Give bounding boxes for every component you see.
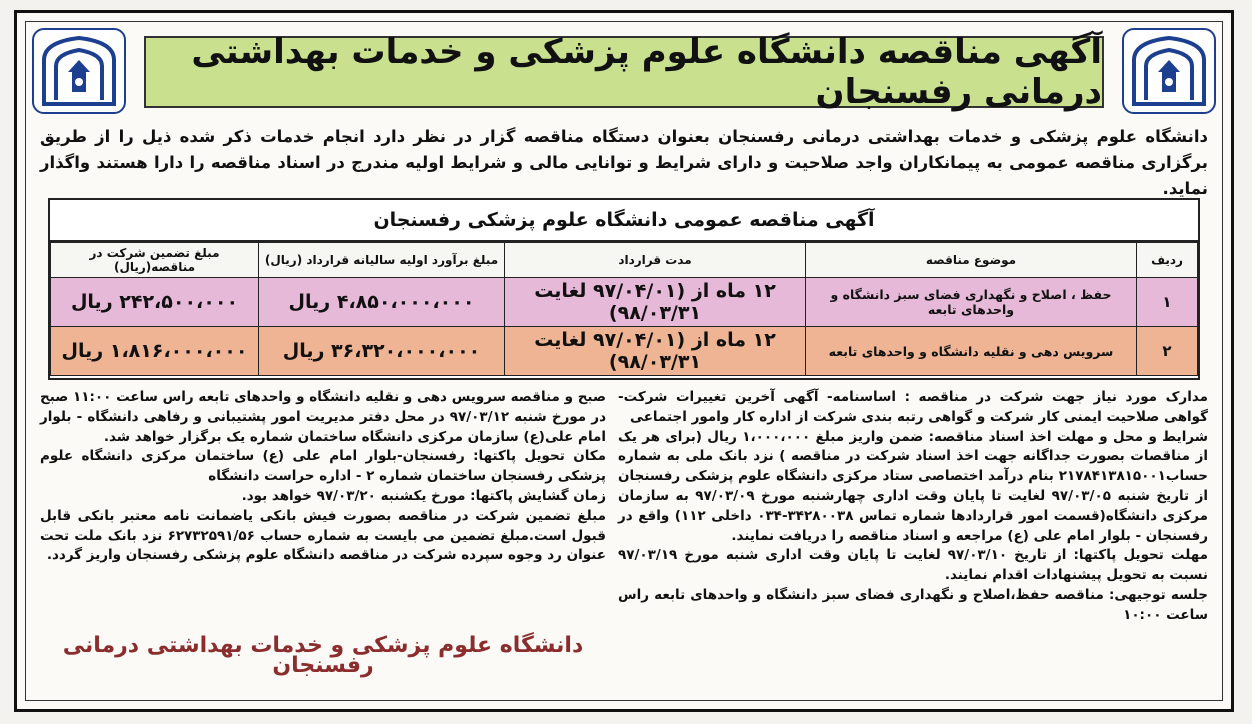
row-subject: سرویس دهی و نقلیه دانشگاه و واحدهای تابعه xyxy=(806,327,1137,376)
header-no: ردیف xyxy=(1137,243,1198,278)
row-guarantee: ۲۴۲،۵۰۰،۰۰۰ ریال xyxy=(51,278,259,327)
row-duration: ۱۲ ماه از (۹۷/۰۴/۰۱ لغایت ۹۸/۰۳/۳۱) xyxy=(505,278,806,327)
document-conditions: شرایط و محل و مهلت اخذ اسناد مناقصه: ضمن واریز مبلغ ۱،۰۰۰،۰۰۰ ریال (برای هر یک از مناقصات بصورت جداگانه جهت اخذ اسناد شرکت در مناقصه ) نزد بانک ملی به شماره حساب۲۱۷۸۴۱۳۸۱۵۰۰۱ بنام درآمد اختصاصی ستاد مرکزی دانشگاه علوم پزشکی رفسنجان از تاریخ شنبه ۹۷/۰۳/۰۵ لغایت تا پایان وقت اداری چهارشنبه مورخ ۹۷/۰۳/۰۹ به سازمان مرکزی دانشگاه(قسمت امور قراردادها شماره تماس ۳۴۲۸۰۰۳۸-۰۳۴ داخلی ۱۱۲) واقع در رفسنجان - بلوار امام علی (ع) مراجعه و اسناد مناقصه را دریافت نمایند. xyxy=(618,428,1209,544)
opening-date: زمان گشایش پاکتها: مورخ یکشنبه ۹۷/۰۳/۲۰ خواهد بود. xyxy=(241,487,606,504)
tender-table xyxy=(50,242,1198,376)
row-duration: ۱۲ ماه از (۹۷/۰۴/۰۱ لغایت ۹۸/۰۳/۳۱) xyxy=(505,327,806,376)
row-no: ۱ xyxy=(1137,278,1198,327)
header-duration: مدت قرارداد xyxy=(505,243,806,278)
row-subject: حفظ ، اصلاح و نگهداری فضای سبز دانشگاه و واحدهای تابعه xyxy=(806,278,1137,327)
university-logo-right xyxy=(1122,28,1216,114)
university-logo-icon xyxy=(34,30,124,112)
university-logo-icon xyxy=(1124,30,1214,112)
required-documents: مدارک مورد نیاز جهت شرکت در مناقصه : اساسنامه- آگهی آخرین تغییرات شرکت- گواهی صلاحیت ایمنی کار شرکت و گواهی رتبه بندی شرکت از اداره کار وامور اجتماعی xyxy=(618,389,1208,425)
title-banner xyxy=(144,32,1104,112)
tender-table-box xyxy=(48,198,1200,380)
table-row xyxy=(51,327,1198,376)
briefing-session: جلسه توجیهی: مناقصه حفظ،اصلاح و نگهداری فضای سبز دانشگاه و واحدهای تابعه راس ساعت ۱۰:۰۰ xyxy=(618,586,1208,623)
row-estimate: ۳۶،۳۲۰،۰۰۰،۰۰۰ ریال xyxy=(259,327,505,376)
table-row xyxy=(51,278,1198,327)
body-columns xyxy=(40,388,1208,690)
row-estimate: ۴،۸۵۰،۰۰۰،۰۰۰ ریال xyxy=(259,278,505,327)
table-header-row xyxy=(51,243,1198,278)
left-column xyxy=(40,388,606,690)
right-column xyxy=(618,388,1208,690)
intro-paragraph: دانشگاه علوم پزشکی و خدمات بهداشتی درمانی رفسنجان بعنوان دستگاه مناقصه گزار در نظر دارد انجام خدمات ذکر شده ذیل را از طریق برگزاری مناقصه عمومی به پیمانکاران واجد صلاحیت و دارای شرایط و توانایی مالی و شرایط اولیه مندرج در اسناد مناقصه را دارا هستند واگذار نماید. xyxy=(40,127,1208,198)
row-guarantee: ۱،۸۱۶،۰۰۰،۰۰۰ ریال xyxy=(51,327,259,376)
header-subject: موضوع مناقصه xyxy=(806,243,1137,278)
session-details: صبح و مناقصه سرویس دهی و نقلیه دانشگاه و واحدهای تابعه راس ساعت ۱۱:۰۰ صبح در مورخ شنبه ۹۷/۰۳/۱۲ در محل دفتر مدیریت امور پشتیبانی و رفاهی دانشگاه - بلوار امام علی(ع) سازمان مرکزی دانشگاه ساختمان شماره یک برگزار خواهد شد. xyxy=(40,389,606,445)
delivery-location: مکان تحویل پاکتها: رفسنجان-بلوار امام علی (ع) ساختمان مرکزی دانشگاه علوم پزشکی رفسنجان ساختمان شماره ۲ - اداره حراست دانشگاه xyxy=(40,448,606,485)
guarantee-details: مبلغ تضمین شرکت در مناقصه بصورت فیش بانکی یاضمانت نامه معتبر بانکی قابل قبول است.مبلغ تضمین می بایست به شماره حساب ۶۲۷۳۲۵۹۱/۵۶ نزد بانک ملت تحت عنوان رد وجوه سپرده شرکت در مناقصه دانشگاه علوم پزشکی رفسنجان واریز گردد. xyxy=(40,507,606,564)
footer-signature: دانشگاه علوم پزشکی و خدمات بهداشتی درمانی رفسنجان xyxy=(62,633,584,679)
row-no: ۲ xyxy=(1137,327,1198,376)
submission-deadline: مهلت تحویل پاکتها: از تاریخ ۹۷/۰۳/۱۰ لغایت تا پایان وقت اداری شنبه مورخ ۹۷/۰۳/۱۹ نسبت به تحویل پیشنهادات اقدام نمایند. xyxy=(618,547,1208,584)
university-logo-left xyxy=(32,28,126,114)
table-title: آگهی مناقصه عمومی دانشگاه علوم پزشکی رفسنجان xyxy=(50,200,1198,242)
page-title: آگهی مناقصه دانشگاه علوم پزشکی و خدمات بهداشتی درمانی رفسنجان xyxy=(191,32,1102,112)
header-estimate: مبلغ برآورد اولیه سالیانه قرارداد (ریال) xyxy=(259,243,505,278)
notice-frame xyxy=(14,10,1234,712)
header-guarantee: مبلغ تضمین شرکت در مناقصه(ریال) xyxy=(51,243,259,278)
notice-inner xyxy=(25,21,1223,701)
